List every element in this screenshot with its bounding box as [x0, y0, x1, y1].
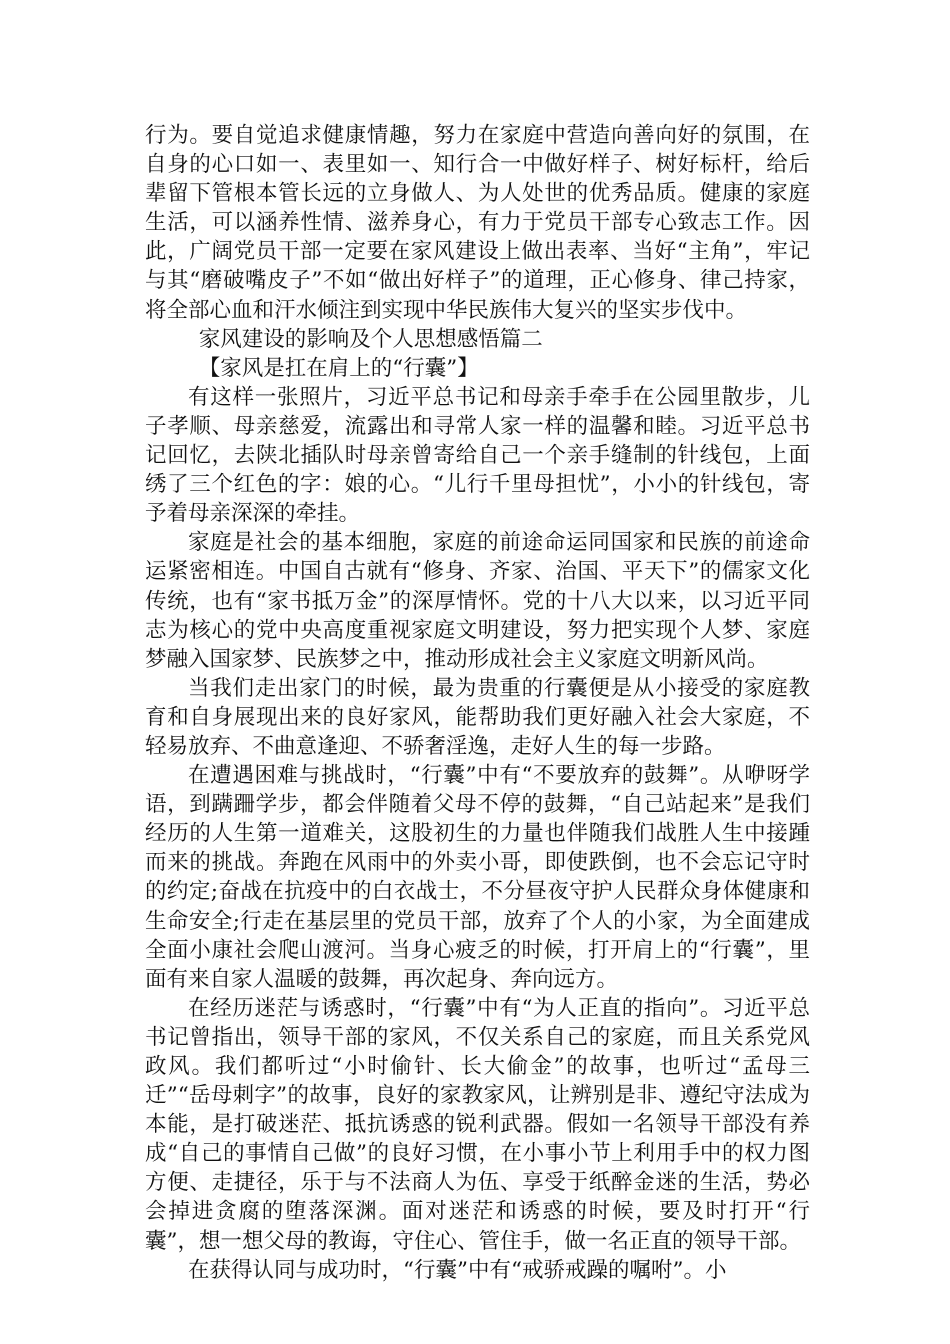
body-paragraph: 当我们走出家门的时候，最为贵重的行囊便是从小接受的家庭教育和自身展现出来的良好家风，能帮助我们更好融入社会大家庭，不轻易放弃、不曲意逢迎、不骄奢淫逸，走好人生的每一步路。 — [145, 675, 810, 759]
body-paragraph: 在遭遇困难与挑战时，“行囊”中有“不要放弃的鼓舞”。从咿呀学语，到蹒跚学步，都会伴随着父母不停的鼓舞，“自己站起来”是我们经历的人生第一道难关，这股初生的力量也伴随我们战胜人生中接踵而来的挑战。奔跑在风雨中的外卖小哥，即使跌倒，也不会忘记守时的约定;奋战在抗疫中的白衣战士，不分昼夜守护人民群众身体健康和生命安全;行走在基层里的党员干部，放弃了个人的小家，为全面建成全面小康社会爬山渡河。当身心疲乏的时候，打开肩上的“行囊”，里面有来自家人温暖的鼓舞，再次起身、奔向远方。 — [145, 763, 810, 992]
document-page — [145, 121, 810, 1285]
body-paragraph: 行为。要自觉追求健康情趣，努力在家庭中营造向善向好的氛围，在自身的心口如一、表里如一、知行合一中做好样子、树好标杆，给后辈留下管根本管长远的立身做人、为人处世的优秀品质。健康的家庭生活，可以涵养性情、滋养身心，有力于党员干部专心致志工作。因此，广阔党员干部一定要在家风建设上做出表率、当好“主角”，牢记与其“磨破嘴皮子”不如“做出好样子”的道理，正心修身、律己持家，将全部心血和汗水倾注到实现中华民族伟大复兴的坚实步伐中。 — [145, 123, 810, 323]
body-paragraph: 在经历迷茫与诱惑时，“行囊”中有“为人正直的指向”。习近平总书记曾指出，领导干部的家风，不仅关系自己的家庭，而且关系党风政风。我们都听过“小时偷针、长大偷金”的故事，也听过“孟母三迁”“岳母刺字”的故事，良好的家教家风，让辨别是非、遵纪守法成为本能，是打破迷茫、抵抗诱惑的锐利武器。假如一名领导干部没有养成“自己的事情自己做”的良好习惯，在小事小节上利用手中的权力图方便、走捷径，乐于与不法商人为伍、享受于纸醉金迷的生活，势必会掉进贪腐的堕落深渊。面对迷茫和诱惑的时候，要及时打开“行囊”，想一想父母的教诲，守住心、管住手，做一名正直的领导干部。 — [145, 995, 810, 1254]
section-title: 家风建设的影响及个人思想感悟篇二 — [198, 326, 543, 352]
body-paragraph: 在获得认同与成功时，“行囊”中有“戒骄戒躁的嘱咐”。小 — [188, 1257, 727, 1283]
body-paragraph: 有这样一张照片，习近平总书记和母亲手牵手在公园里散步，儿子孝顺、母亲慈爱，流露出和寻常人家一样的温馨和睦。习近平总书记回忆，去陕北插队时母亲曾寄给自己一个亲手缝制的针线包，上面绣了三个红色的字：娘的心。“儿行千里母担忧”，小小的针线包，寄予着母亲深深的牵挂。 — [145, 384, 810, 527]
article-subtitle: 【家风是扛在肩上的“行囊”】 — [198, 355, 479, 381]
body-paragraph: 家庭是社会的基本细胞，家庭的前途命运同国家和民族的前途命运紧密相连。中国自古就有“修身、齐家、治国、平天下”的儒家文化传统，也有“家书抵万金”的深厚情怀。党的十八大以来，以习近平同志为核心的党中央高度重视家庭文明建设，努力把实现个人梦、家庭梦融入国家梦、民族梦之中，推动形成社会主义家庭文明新风尚。 — [145, 530, 810, 672]
